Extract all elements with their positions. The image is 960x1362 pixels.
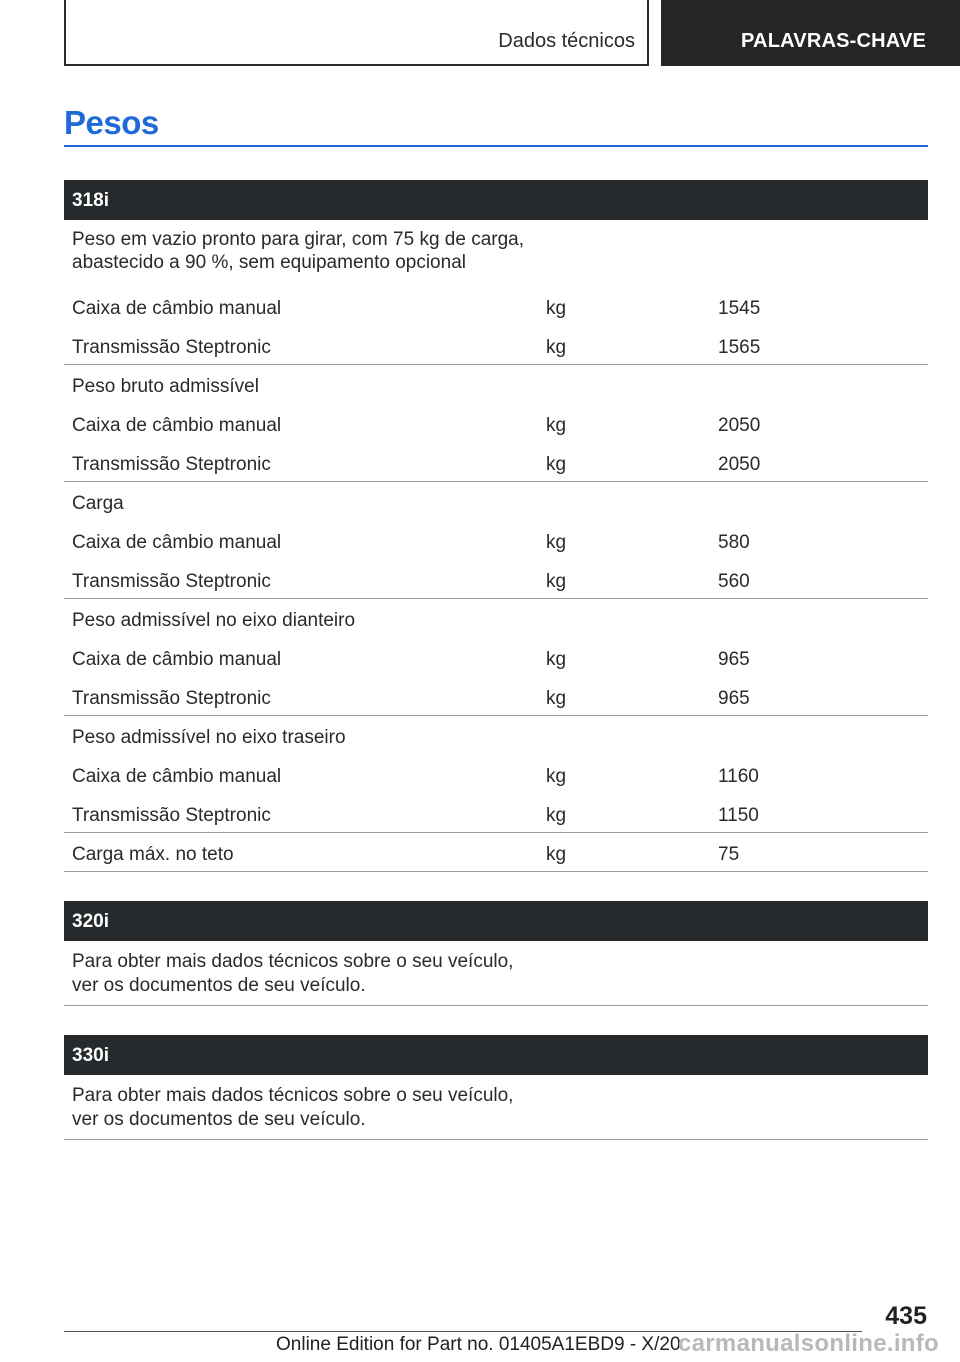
row-label: Peso em vazio pronto para girar, com 75 kg de carga, abastecido a 90 %, sem equipamento opcional	[72, 229, 525, 273]
row-unit: kg	[546, 454, 567, 475]
table-header: 320i	[64, 901, 928, 941]
table-header: 330i	[64, 1035, 928, 1075]
row-value: 580	[718, 532, 750, 553]
weights-table-318i	[64, 180, 928, 872]
row-unit: kg	[546, 415, 567, 436]
table-row	[64, 677, 928, 716]
row-unit: kg	[546, 688, 567, 709]
keywords-tab[interactable]	[661, 0, 960, 66]
edition-text: Online Edition for Part no. 01405A1EBD9 - X/20	[276, 1334, 681, 1355]
table-row	[64, 560, 928, 599]
row-label: Carga	[72, 493, 124, 514]
row-value: 1545	[718, 298, 761, 319]
table-row	[64, 794, 928, 833]
row-label: Peso admissível no eixo traseiro	[72, 727, 346, 748]
section-tab[interactable]	[64, 0, 649, 66]
table-row	[64, 482, 928, 521]
table-row	[64, 404, 928, 443]
watermark: carmanualsonline.info	[678, 1330, 940, 1357]
row-value: 965	[718, 649, 750, 670]
row-unit: kg	[546, 571, 567, 592]
row-label: Transmissão Steptronic	[72, 571, 271, 592]
row-unit: kg	[546, 766, 567, 787]
row-label: Caixa de câmbio manual	[72, 532, 282, 553]
row-unit: kg	[546, 805, 567, 826]
table-row	[64, 755, 928, 794]
row-value: 1565	[718, 337, 761, 358]
row-label: Peso admissível no eixo dianteiro	[72, 610, 356, 631]
title-divider	[64, 145, 928, 147]
table-row	[64, 833, 928, 872]
page-number: 435	[885, 1302, 927, 1330]
row-label: Transmissão Steptronic	[72, 805, 271, 826]
table-row	[64, 443, 928, 482]
row-unit: kg	[546, 532, 567, 553]
weights-table-330i	[64, 1035, 928, 1140]
table-row	[64, 599, 928, 638]
row-label: Transmissão Steptronic	[72, 454, 271, 475]
row-label: Carga máx. no teto	[72, 844, 234, 865]
table-row	[64, 287, 928, 326]
row-value: 560	[718, 571, 750, 592]
row-label: Caixa de câmbio manual	[72, 415, 282, 436]
table-row	[64, 638, 928, 677]
row-label: Transmissão Steptronic	[72, 688, 271, 709]
page-title: Pesos	[64, 104, 159, 141]
row-unit: kg	[546, 337, 567, 358]
row-label: Peso bruto admissível	[72, 376, 259, 397]
row-unit: kg	[546, 844, 567, 865]
row-value: 75	[718, 844, 740, 865]
row-label: Transmissão Steptronic	[72, 337, 271, 358]
table-row	[64, 365, 928, 404]
keywords-label: PALAVRAS-CHAVE	[741, 30, 927, 52]
table-row	[64, 716, 928, 755]
row-label: Caixa de câmbio manual	[72, 649, 282, 670]
table-header: 318i	[64, 180, 928, 220]
row-value: 1150	[718, 805, 759, 826]
table-row	[64, 326, 928, 365]
section-label: Dados técnicos	[498, 30, 635, 52]
table-row	[64, 521, 928, 560]
row-value: 2050	[718, 454, 761, 475]
table-note: Para obter mais dados técnicos sobre o seu veículo, ver os documentos de seu veículo.	[64, 941, 928, 1006]
row-unit: kg	[546, 649, 567, 670]
weights-table-320i	[64, 901, 928, 1006]
row-value: 965	[718, 688, 750, 709]
row-label: Caixa de câmbio manual	[72, 298, 282, 319]
table-row	[64, 220, 928, 287]
row-value: 2050	[718, 415, 761, 436]
table-note: Para obter mais dados técnicos sobre o seu veículo, ver os documentos de seu veículo.	[64, 1075, 928, 1140]
row-label: Caixa de câmbio manual	[72, 766, 282, 787]
row-unit: kg	[546, 298, 567, 319]
row-value: 1160	[718, 766, 759, 787]
